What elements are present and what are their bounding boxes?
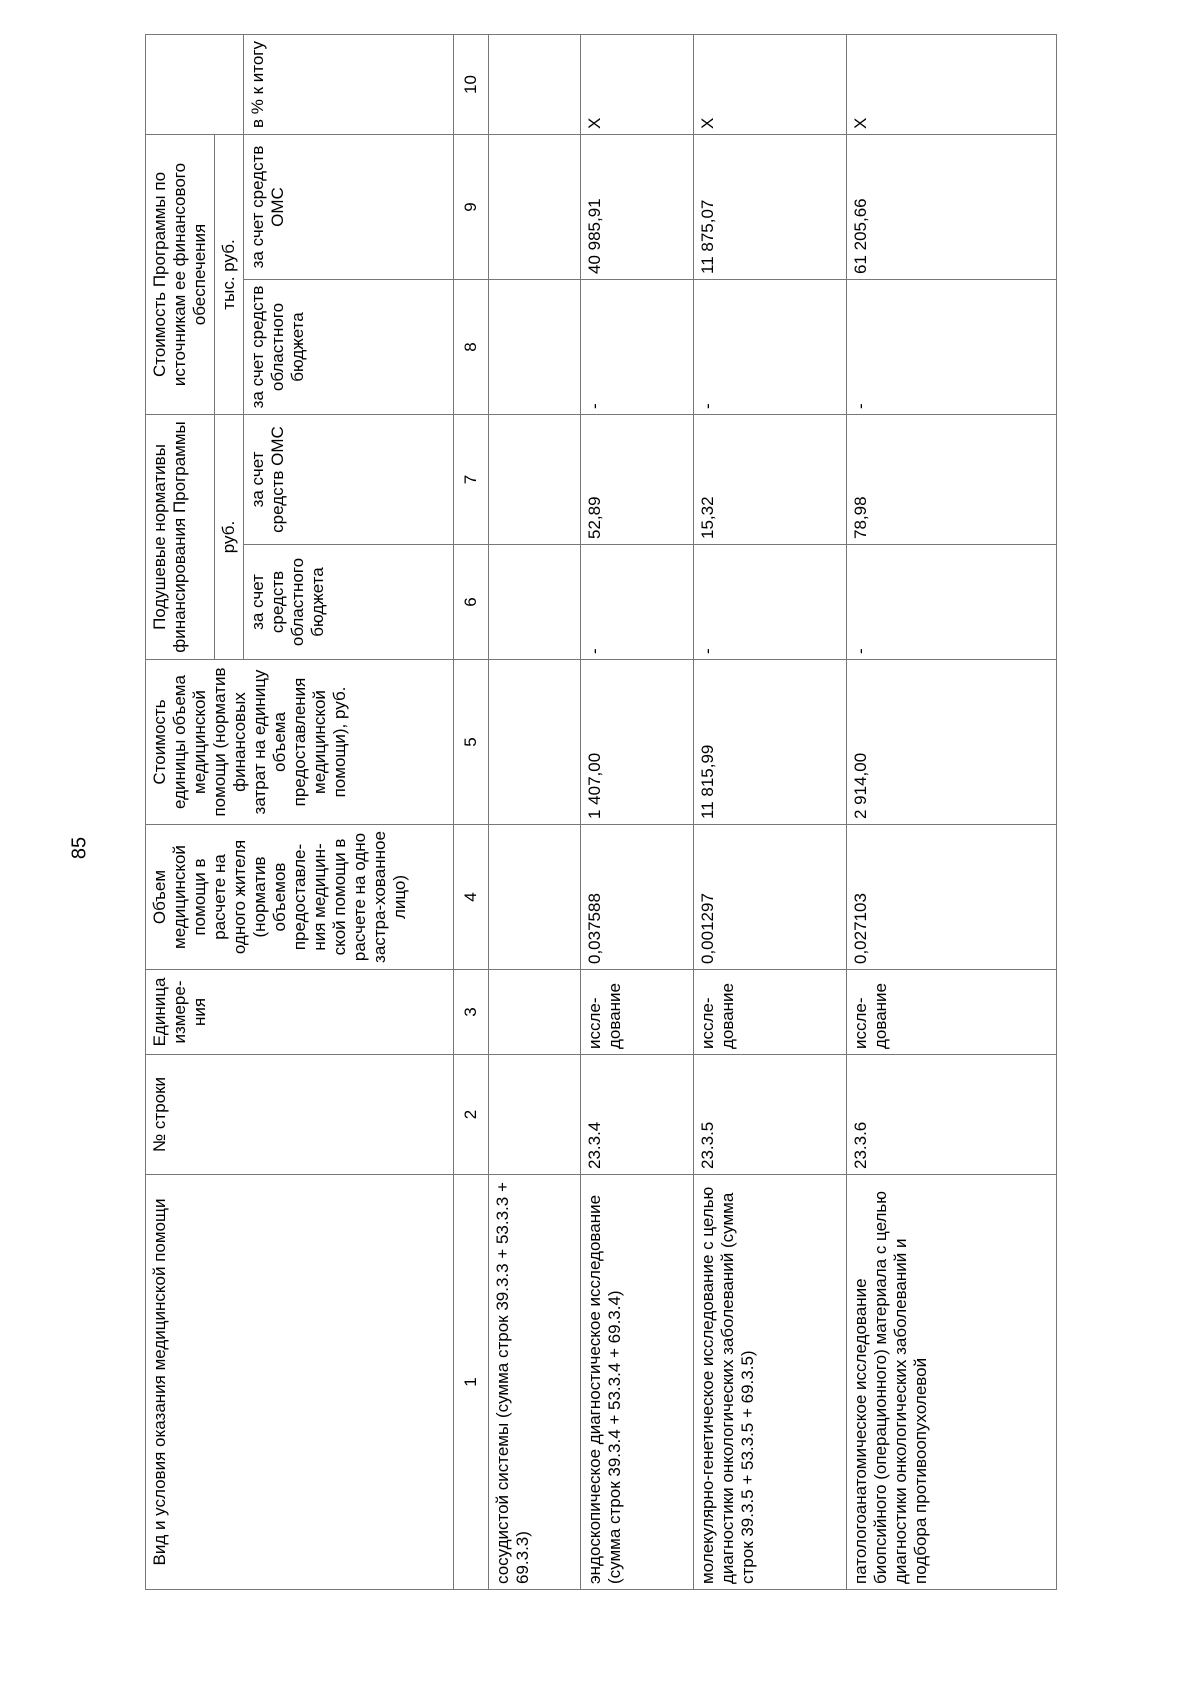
header-unit-rub: руб. [215, 415, 244, 660]
cell-c7: 78,98 [847, 415, 1057, 545]
rotated-table-container [145, 40, 1040, 1590]
column-number: 5 [454, 660, 489, 825]
cell-c10: Х [581, 34, 694, 134]
cell-c3: иссле-дование [581, 970, 694, 1055]
cell-c1: сосудистой системы (сумма строк 39.3.3 + 53.3.3 + 69.3.3) [489, 1175, 581, 1590]
cell-c4: 0,037588 [581, 825, 694, 970]
cell-c1: эндоскопическое диагностическое исследование (сумма строк 39.3.4 + 53.3.4 + 69.3.4) [581, 1175, 694, 1590]
cell-c2: 23.3.6 [847, 1055, 1057, 1175]
column-number: 3 [454, 970, 489, 1055]
cell-c1: молекулярно-генетическое исследование с целью диагностики онкологических заболеваний (сумма строк 39.3.5 + 53.3.5 + 69.3.5) [694, 1175, 847, 1590]
cell-c5 [489, 660, 581, 825]
cell-c6 [489, 545, 581, 660]
column-number: 9 [454, 134, 489, 279]
cell-c3 [489, 970, 581, 1055]
header-unit-thousand-rub: тыс. руб. [215, 134, 244, 414]
cell-c4: 0,027103 [847, 825, 1057, 970]
cell-c5: 2 914,00 [847, 660, 1057, 825]
cell-c9: 40 985,91 [581, 134, 694, 279]
cell-c9: 61 205,66 [847, 134, 1057, 279]
cell-c8: - [847, 280, 1057, 415]
header-col5: Стоимость единицы объема медицинской помощи (норматив финансовых затрат на единицу объема предоставления медицинской помощи), руб. [146, 660, 454, 825]
cell-c10: Х [694, 34, 847, 134]
financing-table [145, 34, 1057, 1590]
cell-c6: - [694, 545, 847, 660]
cell-c10 [489, 34, 581, 134]
table-row [581, 34, 694, 1589]
cell-c2 [489, 1055, 581, 1175]
cell-c3: иссле-дование [847, 970, 1057, 1055]
column-number: 7 [454, 415, 489, 545]
column-number-row [454, 34, 489, 1589]
header-col3: Единица измере-ния [146, 970, 454, 1055]
cell-c5: 11 815,99 [694, 660, 847, 825]
header-col4: Объем медицинской помощи в расчете на одного жителя (норматив объемов предоставле-ния медицин-ской помощи в расчете на одно застра-хованное лицо) [146, 825, 454, 970]
header-col6: за счет средств областного бюджета [244, 545, 454, 660]
cell-c7 [489, 415, 581, 545]
column-number: 1 [454, 1175, 489, 1590]
column-number: 8 [454, 280, 489, 415]
cell-c8: - [581, 280, 694, 415]
cell-c9: 11 875,07 [694, 134, 847, 279]
cell-c8 [489, 280, 581, 415]
header-empty-cell [146, 34, 244, 134]
cell-c1: патологоанатомическое исследование биопсийного (операционного) материала с целью диагностики онкологических заболеваний и подбора противоопухолевой [847, 1175, 1057, 1590]
column-number: 2 [454, 1055, 489, 1175]
header-col7: за счет средств ОМС [244, 415, 454, 545]
header-col8: за счет средств областного бюджета [244, 280, 454, 415]
header-col2: № строки [146, 1055, 454, 1175]
cell-c4: 0,001297 [694, 825, 847, 970]
cell-c8: - [694, 280, 847, 415]
column-number: 10 [454, 34, 489, 134]
header-group-cost: Стоимость Программы по источникам ее финансового обеспечения [146, 134, 215, 414]
column-number: 6 [454, 545, 489, 660]
header-group-percapita: Подушевые нормативы финансирования Программы [146, 415, 215, 660]
cell-c5: 1 407,00 [581, 660, 694, 825]
page-number: 85 [68, 836, 91, 860]
table-row [489, 34, 581, 1589]
cell-c7: 15,32 [694, 415, 847, 545]
cell-c2: 23.3.4 [581, 1055, 694, 1175]
cell-c6: - [581, 545, 694, 660]
table-row [847, 34, 1057, 1589]
header-col1: Вид и условия оказания медицинской помощи [146, 1175, 454, 1590]
cell-c2: 23.3.5 [694, 1055, 847, 1175]
cell-c4 [489, 825, 581, 970]
table-row [694, 34, 847, 1589]
cell-c7: 52,89 [581, 415, 694, 545]
cell-c6: - [847, 545, 1057, 660]
header-col9: за счет средств ОМС [244, 134, 454, 279]
cell-c10: Х [847, 34, 1057, 134]
cell-c9 [489, 134, 581, 279]
cell-c3: иссле-дование [694, 970, 847, 1055]
header-col10: в % к итогу [244, 34, 454, 134]
column-number: 4 [454, 825, 489, 970]
